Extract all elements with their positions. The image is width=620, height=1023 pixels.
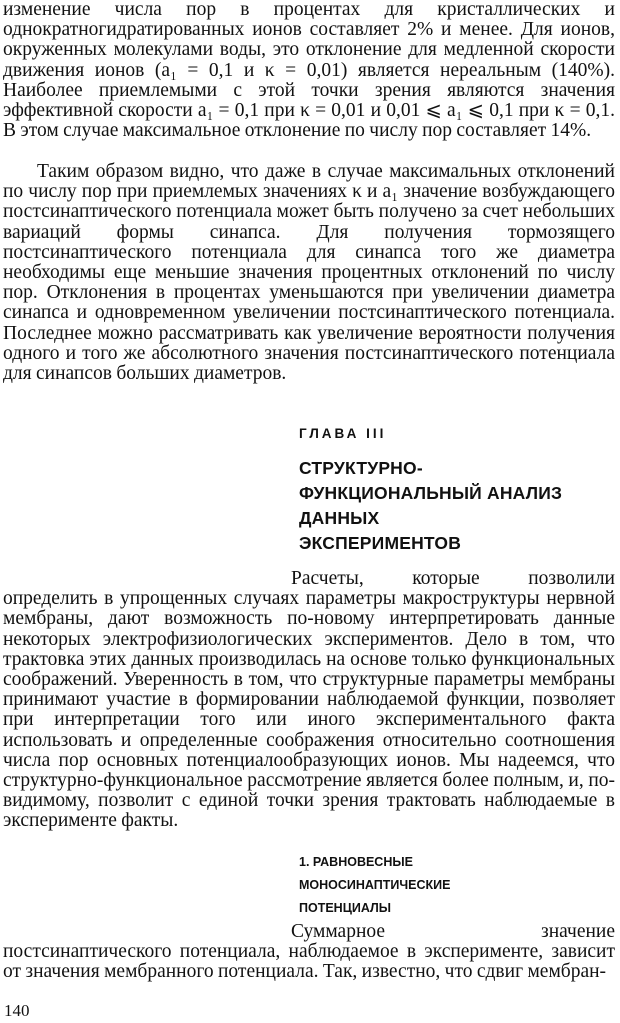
chapter-title bbox=[299, 456, 609, 556]
chapter-title-line: ФУНКЦИОНАЛЬНЫЙ АНАЛИЗ bbox=[299, 483, 563, 503]
chapter-title-line: СТРУКТУРНО- bbox=[299, 458, 423, 478]
chapter-label: ГЛАВА III bbox=[299, 426, 387, 441]
paragraph-section-intro bbox=[3, 922, 615, 983]
chapter-title-line: ЭКСПЕРИМЕНТОВ bbox=[299, 533, 462, 553]
section-title-line: МОНОСИНАПТИЧЕСКИЕ bbox=[299, 878, 451, 892]
section-title bbox=[299, 851, 599, 920]
paragraph-chapter-intro bbox=[3, 569, 615, 832]
section-title-line: 1. РАВНОВЕСНЫЕ bbox=[299, 855, 413, 869]
chapter-title-line: ДАННЫХ bbox=[299, 508, 380, 528]
page-number: 140 bbox=[4, 1001, 30, 1020]
paragraph-chapter-text: Расчеты, которые позволили определить в упрощенных случаях параметры макроструктуры нервной мембраны, дают возможность по-новому интерпретировать данные некоторых электрофизиологических экспериментов. Дело в том, что трактовка этих данных производилась на основе только функциональных соображений. Уверенность в том, что структурные параметры мембраны принимают участие в формировании наблюдаемой функции, позволяет при интерпретации того или иного экспериментального факта использовать и определенные соображения относительно соотношения числа пор основных потенциалообразующих ионов. Мы надеемся, что структурно-функциональное рассмотрение является более полным, и, по-видимому, позволит с единой точки зрения трактовать наблюдаемые в эксперименте факты. bbox=[3, 568, 615, 832]
paragraph-intro: изменение числа пор в процентах для кристаллических и однократногидратированных ионов составляет 2% и менее. Для ионов, окруженных молекулами воды, это отклонение для медленной скорости движения ионов (a₁ = 0,1 и κ = 0,01) является нереальным (140%). Наиболее приемлемыми с этой точки зрения являются значения эффективной скорости a₁ = 0,1 при κ = 0,01 и 0,01 ⩽ a₁ ⩽ 0,1 при κ = 0,1. В этом случае максимальное отклонение по числу пор составляет 14%. bbox=[3, 0, 615, 142]
section-title-line: ПОТЕНЦИАЛЫ bbox=[299, 901, 392, 915]
paragraph-section-text: Суммарное значение постсинаптического потенциала, наблюдаемое в эксперименте, зависит от значения мембранного потенциала. Так, известно, что сдвиг мембран- bbox=[3, 921, 615, 983]
paragraph-conclusion: Таким образом видно, что даже в случае максимальных отклонений по числу пор при приемлемых значениях κ и a₁ значение возбуждающего постсинаптического потенциала может быть получено за счет небольших вариаций формы синапса. Для получения тормозящего постсинаптического потенциала для синапса того же диаметра необходимы еще меньшие значения процентных отклонений по числу пор. Отклонения в процентах уменьшаются при увеличении диаметра синапса и одновременном увеличении постсинаптического потенциала. Последнее можно рассматривать как увеличение вероятности получения одного и того же абсолютного значения постсинаптического потенциала для синапсов больших диаметров. bbox=[3, 161, 615, 385]
